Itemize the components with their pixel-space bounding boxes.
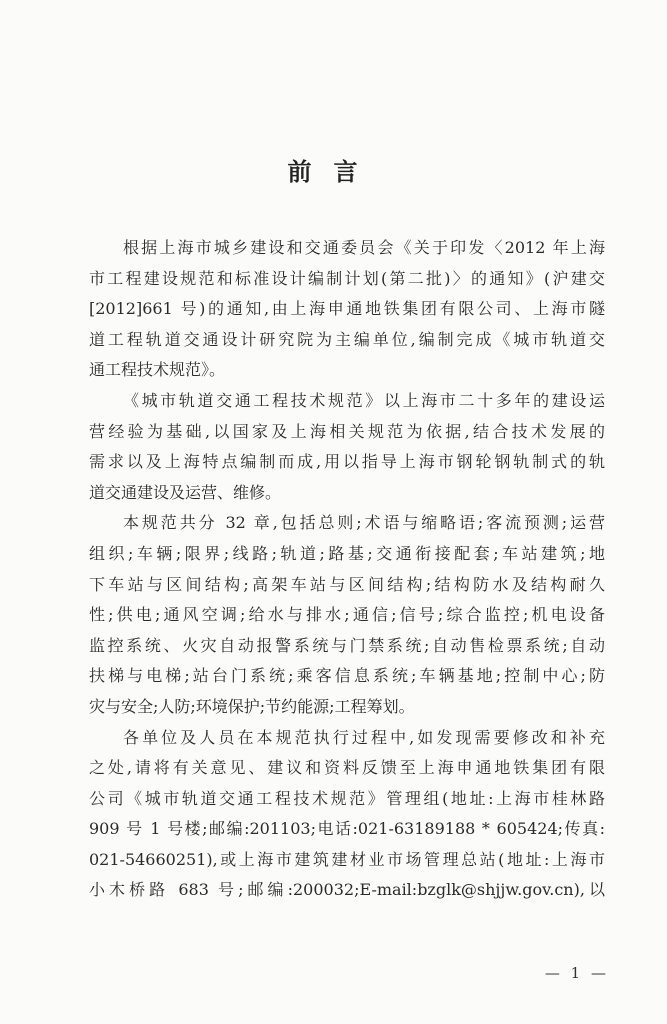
text-line: 营经验为基础,以国家及上海相关规范为依据,结合技术发展的 [89,421,605,441]
page-title-text: 前言 [287,157,380,186]
text-line: 灾与安全;人防;环境保护;节约能源;工程筹划。 [89,696,415,716]
page-title [0,152,667,187]
page-number: — 1 — [544,964,609,982]
text-line: 道工程轨道交通设计研究院为主编单位,编制完成《城市轨道交 [89,329,605,349]
text-line: 《城市轨道交通工程技术规范》以上海市二十多年的建设运 [123,390,605,410]
text-line: 下车站与区间结构;高架车站与区间结构;结构防水及结构耐久 [89,574,605,594]
text-line: 扶梯与电梯;站台门系统;乘客信息系统;车辆基地;控制中心;防 [89,666,605,686]
text-line: 公司《城市轨道交通工程技术规范》管理组(地址:上海市桂林路 [89,788,605,808]
text-line: [2012]661 号)的通知,由上海申通地铁集团有限公司、上海市隧 [89,299,605,319]
text-line: 市工程建设规范和标准设计编制计划(第二批)〉的通知》(沪建交 [89,268,605,288]
text-line: 通工程技术规范》。 [89,360,226,380]
text-line: 之处,请将有关意见、建议和资料反馈至上海申通地铁集团有限 [89,758,605,778]
text-line: 监控系统、火灾自动报警系统与门禁系统;自动售检票系统;自动 [89,635,605,655]
text-line: 性;供电;通风空调;给水与排水;通信;信号;综合监控;机电设备 [89,605,605,625]
text-line: 909 号 1 号楼;邮编:201103;电话:021-63189188 * 605424;传真: [89,819,605,839]
text-line: 根据上海市城乡建设和交通委员会《关于印发〈2012 年上海 [123,238,605,257]
text-line: 小木桥路 683 号;邮编:200032;E-mail:bzglk@shjjw.gov.cn),以 [89,880,605,900]
text-line: 组织;车辆;限界;线路;轨道;路基;交通衔接配套;车站建筑;地 [89,543,605,563]
text-line: 道交通建设及运营、维修。 [89,482,282,502]
text-line: 021-54660251),或上海市建筑建材业市场管理总站(地址:上海市 [89,849,605,869]
text-line: 各单位及人员在本规范执行过程中,如发现需要修改和补充 [123,727,605,747]
document-body [89,233,605,906]
text-line: 需求以及上海特点编制而成,用以指导上海市钢轮钢轨制式的轨 [89,452,605,472]
text-line: 本规范共分 32 章,包括总则;术语与缩略语;客流预测;运营 [123,513,605,533]
